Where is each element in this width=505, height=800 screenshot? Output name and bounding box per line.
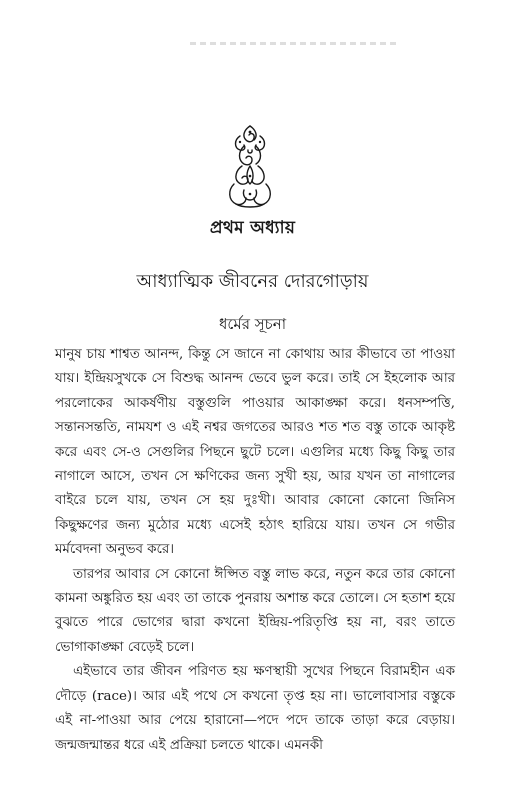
scan-artifact: [190, 42, 400, 45]
ornament-icon: [220, 120, 280, 210]
paragraph: মানুষ চায় শাশ্বত আনন্দ, কিন্তু সে জানে না কোথায় আর কীভাবে তা পাওয়া যায়। ইন্দ্রিয়সুখকে সে বিশুদ্ধ আনন্দ ভেবে ভুল করে। তাই সে ইহলোক আর পরলোকের আকর্ষণীয় বস্তুগুলি পাওয়ার আকাঙ্ক্ষা করে। ধনসম্পত্তি, সন্তানসন্ততি, নামযশ ও এই নশ্বর জগতের আরও শত শত বস্তু তাকে আকৃষ্ট করে এবং সে-ও সেগুলির পিছনে ছুটে চলে। এগুলির মধ্যে কিছু কিছু তার নাগালে আসে, তখন সে ক্ষণিকের জন্য সুখী হয়, আর যখন তা নাগালের বাইরে চলে যায়, তখন সে হয় দুঃখী। আবার কোনো কোনো জিনিস কিছুক্ষণের জন্য মুঠোর মধ্যে এসেই হঠাৎ হারিয়ে যায়। তখন সে গভীর মর্মবেদনা অনুভব করে।: [55, 347, 455, 558]
paragraph: এইভাবে তার জীবন পরিণত হয় ক্ষণস্থায়ী সুখের পিছনে বিরামহীন এক দৌড়ে (race)। আর এই পথে সে কখনো তৃপ্ত হয় না। ভালোবাসার বস্তুকে এই না-পাওয়া আর পেয়ে হারানো—পদে পদে তাকে তাড়া করে বেড়ায়। জন্মজন্মান্তর ধরে এই প্রক্রিয়া চলতে থাকে। এমনকী: [55, 664, 455, 753]
chapter-number: প্রথম অধ্যায়: [209, 218, 296, 238]
body-text: [55, 343, 455, 758]
chapter-title: আধ্যাত্মিক জীবনের দোরগোড়ায়: [136, 271, 369, 292]
section-title: ধর্মের সূচনা: [218, 315, 287, 333]
paragraph: তারপর আবার সে কোনো ঈপ্সিত বস্তু লাভ করে, নতুন করে তার কোনো কামনা অঙ্কুরিত হয় এবং তা তাকে পুনরায় অশান্ত করে তোলে। সে হতাশ হয়ে বুঝতে পারে ভোগের দ্বারা কখনো ইন্দ্রিয়-পরিতৃপ্তি হয় না, বরং তাতে ভোগাকাঙ্ক্ষা বেড়েই চলে।: [55, 566, 455, 655]
